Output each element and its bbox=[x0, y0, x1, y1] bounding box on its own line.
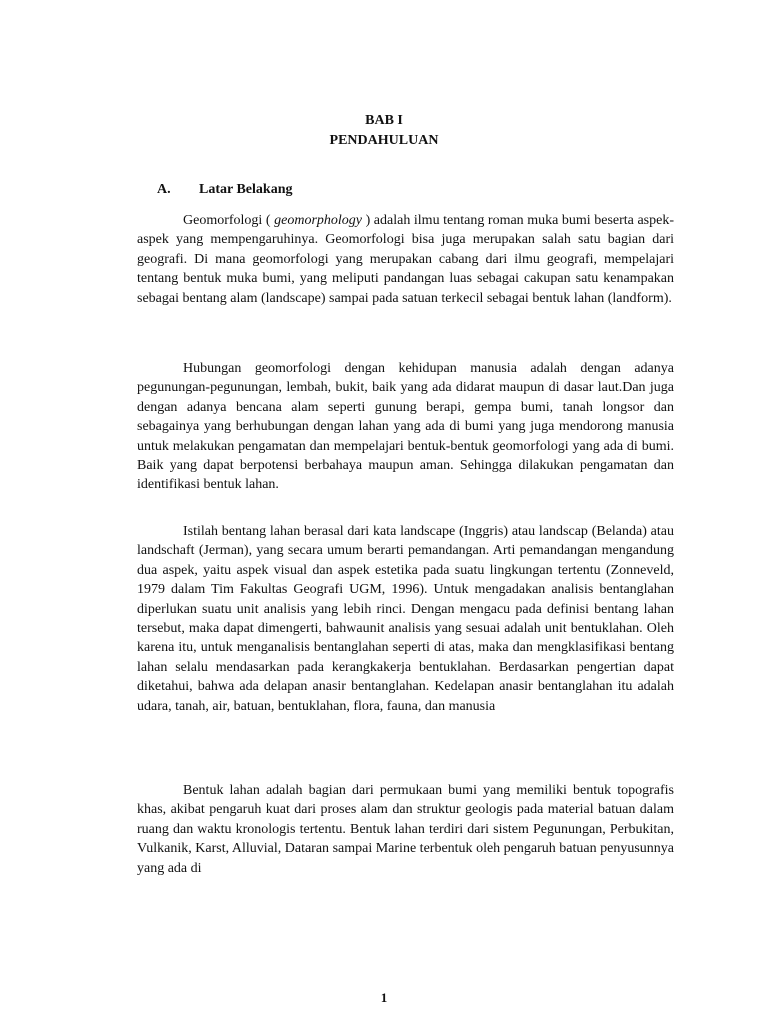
paragraph-block bbox=[137, 359, 674, 495]
paragraph-block bbox=[137, 781, 674, 878]
section-heading bbox=[157, 180, 292, 200]
paragraph: Istilah bentang lahan berasal dari kata landscape (Inggris) atau landscap (Belanda) atau landschaft (Jerman), yang secara umum berarti pemandangan. Arti pemandangan mengandung dua aspek, yaitu aspek visual dan aspek estetika pada suatu lingkungan tertentu (Zonneveld, 1979 dalam Tim Fakultas Geografi UGM, 1996). Untuk mengadakan analisis bentanglahan diperlukan suatu unit analisis yang lebih rinci. Dengan mengacu pada definisi bentang lahan tersebut, maka dapat dimengerti, bahwaunit analisis yang sesuai adalah unit bentuklahan. Oleh karena itu, untuk menganalisis bentanglahan seperti di atas, maka dan mengklasifikasi bentang lahan selalu mendasarkan pada kerangkakerja bentuklahan. Berdasarkan pengertian dapat diketahui, bahwa ada delapan anasir bentanglahan. Kedelapan anasir bentanglahan itu adalah udara, tanah, air, batuan, bentuklahan, flora, fauna, dan manusia bbox=[137, 524, 674, 714]
paragraph: Bentuk lahan adalah bagian dari permukaan bumi yang memiliki bentuk topografis khas, akibat pengaruh kuat dari proses alam dan struktur geologis pada material batuan dalam ruang dan waktu kronologis tertentu. Bentuk lahan terdiri dari sistem Pegunungan, Perbukitan, Vulkanik, Karst, Alluvial, Dataran sampai Marine terbentuk oleh pengaruh batuan penyusunnya yang ada di bbox=[137, 783, 674, 876]
italic-term: geomorphology bbox=[274, 213, 363, 228]
page-number: 1 bbox=[380, 990, 388, 1005]
chapter-title: PENDAHULUAN bbox=[329, 133, 439, 148]
chapter-number: BAB I bbox=[365, 113, 403, 128]
paragraph: Geomorfologi ( geomorphology ) adalah ilmu tentang roman muka bumi beserta aspek-aspek yang mempengaruhinya. Geomorfologi bisa juga merupakan salah satu bagian dari geografi. Di mana geomorfologi yang merupakan cabang dari ilmu geografi, mempelajari tentang bentuk muka bumi, yang meliputi pandangan luas sebagai cakupan satu kenampakan sebagai bentang alam (landscape) sampai pada satuan terkecil sebagai bentuk lahan (landform). bbox=[137, 213, 675, 306]
paragraph-block bbox=[137, 211, 674, 308]
section-marker: A. bbox=[157, 182, 171, 197]
section-title: Latar Belakang bbox=[199, 182, 293, 197]
paragraph: Hubungan geomorfologi dengan kehidupan manusia adalah dengan adanya pegunungan-pegunungan, lembah, bukit, baik yang ada didarat maupun di dasar laut.Dan juga dengan adanya bencana alam seperti gunung berapi, gempa bumi, tanah longsor dan sebagainya yang berhubungan dengan lahan yang ada di bumi yang juga mendorong manusia untuk melakukan pengamatan dan mempelajari bentuk-bentuk geomorfologi yang ada di bumi. Baik yang dapat berpotensi berbahaya maupun aman. Sehingga dilakukan pengamatan dan identifikasi bentuk lahan. bbox=[137, 361, 674, 493]
paragraph-block bbox=[137, 522, 674, 716]
